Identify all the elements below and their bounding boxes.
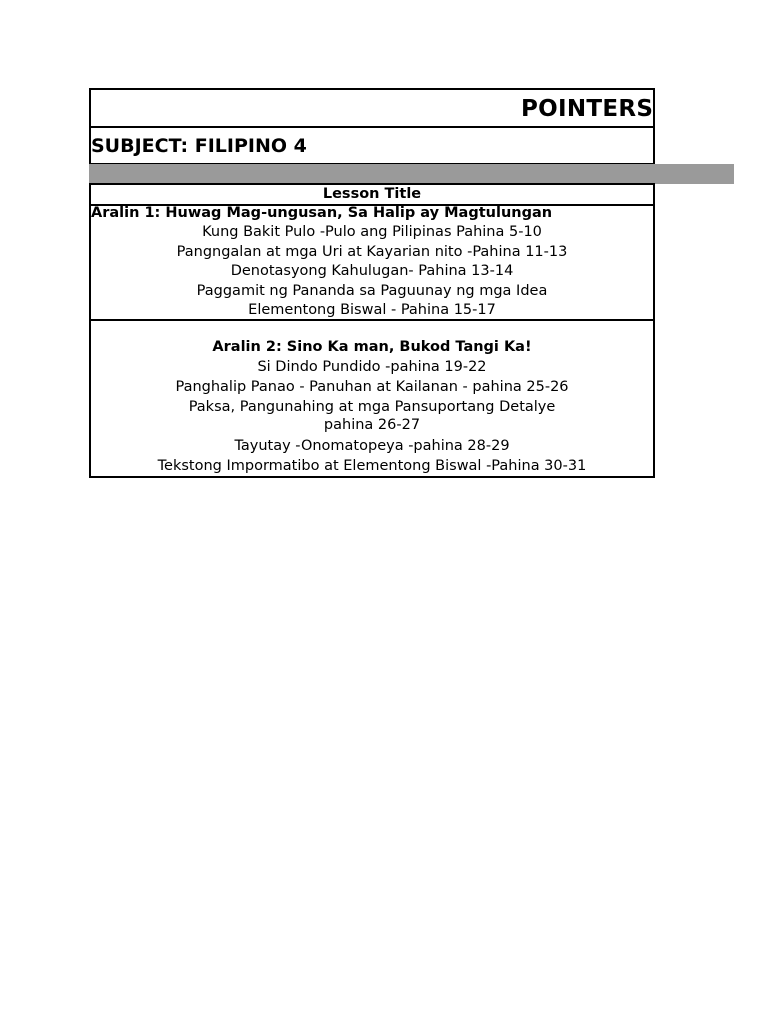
lesson-heading: Aralin 2: Sino Ka man, Bukod Tangi Ka! <box>212 339 532 355</box>
title-row <box>89 88 655 128</box>
lesson-item: Elementong Biswal - Pahina 15-17 <box>248 302 496 318</box>
lesson-item: pahina 26-27 <box>323 417 421 433</box>
lesson-item: Pangngalan at mga Uri at Kayarian nito -Pahina 11-13 <box>176 244 568 260</box>
lesson-title-header: Lesson Title <box>89 183 655 206</box>
lesson-item: Paggamit ng Pananda sa Paguunay ng mga Idea <box>196 283 548 299</box>
lesson-block-aralin-2 <box>89 319 655 478</box>
lesson-item: Kung Bakit Pulo -Pulo ang Pilipinas Pahina 5-10 <box>202 224 542 240</box>
lesson-item: Panghalip Panao - Panuhan at Kailanan - pahina 25-26 <box>175 379 569 395</box>
document-title: POINTERS <box>521 96 654 122</box>
lesson-block-aralin-1 <box>89 204 655 321</box>
lesson-item: Tayutay -Onomatopeya -pahina 28-29 <box>234 438 510 454</box>
lesson-item: Si Dindo Pundido -pahina 19-22 <box>257 359 487 375</box>
lesson-item: Paksa, Pangunahing at mga Pansuportang Detalye <box>188 399 556 415</box>
lesson-item: Denotasyong Kahulugan- Pahina 13-14 <box>230 263 514 279</box>
lesson-heading: Aralin 1: Huwag Mag-ungusan, Sa Halip ay Magtulungan <box>91 205 553 221</box>
gray-separator-band <box>89 164 734 184</box>
subject-row <box>89 126 655 165</box>
lesson-item: Tekstong Impormatibo at Elementong Biswal -Pahina 30-31 <box>157 458 587 474</box>
subject-label: SUBJECT: FILIPINO 4 <box>91 135 307 157</box>
